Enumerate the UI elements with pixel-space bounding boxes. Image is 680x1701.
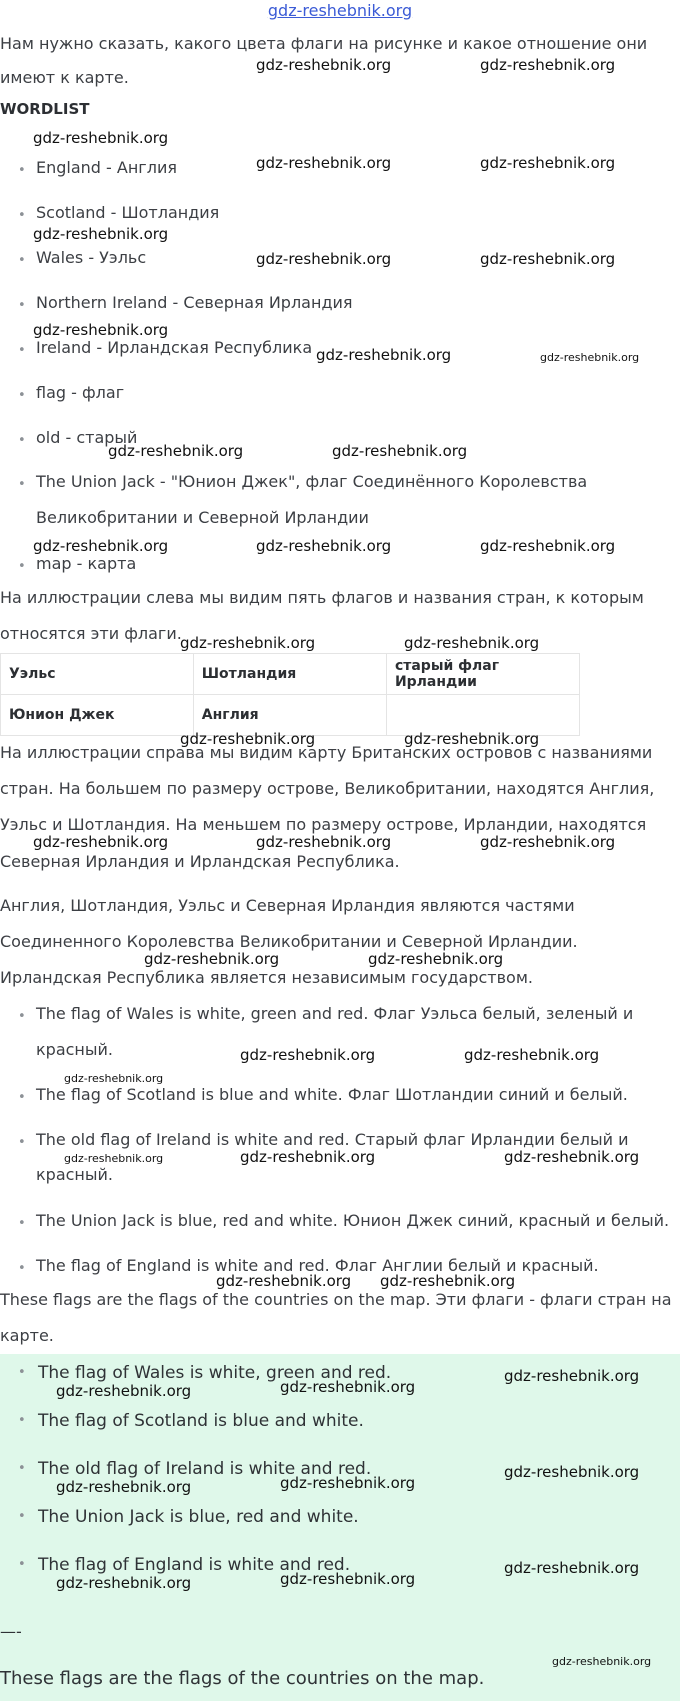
intro-line-1: Нам нужно сказать, какого цвета флаги на рисунке и какое отношение они (0, 34, 648, 53)
watermark: gdz-reshebnik.org (240, 1148, 376, 1166)
table-cell: Англия (193, 695, 386, 736)
answer-item: • The flag of Scotland is blue and white. (38, 1406, 364, 1436)
watermark: gdz-reshebnik.org (504, 1367, 640, 1385)
watermark: gdz-reshebnik.org (33, 129, 169, 147)
watermark: gdz-reshebnik.org (504, 1559, 640, 1577)
watermark: gdz-reshebnik.org (64, 1152, 164, 1165)
conclusion-line-1: These flags are the flags of the countries on the map. Эти флаги - флаги стран на (0, 1290, 672, 1309)
answer-item: • The flag of Wales is white, green and red. (38, 1358, 391, 1388)
watermark: gdz-reshebnik.org (256, 833, 392, 851)
watermark: gdz-reshebnik.org (464, 1046, 600, 1064)
table-row (1, 654, 580, 695)
watermark: gdz-reshebnik.org (480, 154, 616, 172)
answer-item: • The old flag of Ireland is white and red. (38, 1454, 371, 1484)
watermark: gdz-reshebnik.org (504, 1148, 640, 1166)
color-list-item: • The flag of Scotland is blue and white. Флаг Шотландии синий и белый. (36, 1077, 628, 1113)
watermark: gdz-reshebnik.org (56, 1574, 192, 1592)
watermark: gdz-reshebnik.org (280, 1570, 416, 1588)
map-text-line-2: стран. На большем по размеру острове, Великобритании, находятся Англия, (0, 779, 655, 798)
watermark: gdz-reshebnik.org (180, 730, 316, 748)
watermark: gdz-reshebnik.org (33, 225, 169, 243)
watermark: gdz-reshebnik.org (368, 950, 504, 968)
final-sentence: These flags are the flags of the countries on the map. (0, 1668, 485, 1689)
map-text-line-1: На иллюстрации справа мы видим карту Британских островов с названиями (0, 743, 653, 762)
watermark: gdz-reshebnik.org (280, 1378, 416, 1396)
watermark: gdz-reshebnik.org (480, 56, 616, 74)
wordlist-heading: WORDLIST (0, 100, 90, 118)
watermark: gdz-reshebnik.org (33, 321, 169, 339)
wordlist-item: • The Union Jack - "Юнион Джек", флаг Соединённого Королевства (36, 464, 587, 500)
watermark: gdz-reshebnik.org (33, 537, 169, 555)
wordlist-item: • Ireland - Ирландская Республика (36, 330, 312, 366)
watermark: gdz-reshebnik.org (404, 634, 540, 652)
watermark: gdz-reshebnik.org (504, 1463, 640, 1481)
watermark: gdz-reshebnik.org (540, 351, 640, 364)
uk-text-line-2: Соединенного Королевства Великобритании и Северной Ирландии. (0, 932, 578, 951)
color-list-item: • The flag of England is white and red. Флаг Англии белый и красный. (36, 1248, 599, 1284)
table-cell: Юнион Джек (1, 695, 194, 736)
flags-table (0, 653, 580, 736)
watermark: gdz-reshebnik.org (56, 1478, 192, 1496)
map-text-line-3: Уэльс и Шотландия. На меньшем по размеру острове, Ирландии, находятся (0, 815, 647, 834)
watermark: gdz-reshebnik.org (144, 950, 280, 968)
color-list-item: • The old flag of Ireland is white and red. Старый флаг Ирландии белый и (36, 1122, 629, 1158)
table-cell: старый флаг Ирландии (386, 654, 579, 695)
answer-item: • The Union Jack is blue, red and white. (38, 1502, 359, 1532)
site-link[interactable]: gdz-reshebnik.org (267, 1, 413, 20)
color-list-item-continuation: красный. (36, 1040, 113, 1059)
watermark: gdz-reshebnik.org (404, 730, 540, 748)
wordlist-item: • Wales - Уэльс (36, 240, 146, 276)
intro-line-2: имеют к карте. (0, 68, 129, 87)
watermark: gdz-reshebnik.org (108, 442, 244, 460)
wordlist-item: • old - старый (36, 420, 137, 456)
wordlist-item: • map - карта (36, 546, 136, 582)
color-list-item: • The Union Jack is blue, red and white. Юнион Джек синий, красный и белый. (36, 1203, 669, 1239)
wordlist-item: • flag - флаг (36, 375, 124, 411)
watermark: gdz-reshebnik.org (280, 1474, 416, 1492)
watermark: gdz-reshebnik.org (480, 833, 616, 851)
flags-intro-line-1: На иллюстрации слева мы видим пять флагов и названия стран, к которым (0, 588, 644, 607)
watermark: gdz-reshebnik.org (33, 833, 169, 851)
separator: —- (0, 1622, 22, 1641)
wordlist-item-continuation: Великобритании и Северной Ирландии (36, 508, 369, 527)
uk-text-line-1: Англия, Шотландия, Уэльс и Северная Ирландия являются частями (0, 896, 575, 915)
answer-block (0, 1354, 680, 1701)
table-cell: Шотландия (193, 654, 386, 695)
wordlist-item: • England - Англия (36, 150, 177, 186)
watermark: gdz-reshebnik.org (380, 1272, 516, 1290)
color-list-item-continuation: красный. (36, 1165, 113, 1184)
uk-text-line-3: Ирландская Республика является независимым государством. (0, 968, 533, 987)
watermark: gdz-reshebnik.org (180, 634, 316, 652)
watermark: gdz-reshebnik.org (256, 154, 392, 172)
watermark: gdz-reshebnik.org (216, 1272, 352, 1290)
table-cell: Уэльс (1, 654, 194, 695)
watermark: gdz-reshebnik.org (64, 1072, 164, 1085)
watermark: gdz-reshebnik.org (56, 1382, 192, 1400)
watermark: gdz-reshebnik.org (240, 1046, 376, 1064)
answer-item: • The flag of England is white and red. (38, 1550, 350, 1580)
wordlist-item: • Scotland - Шотландия (36, 195, 219, 231)
watermark: gdz-reshebnik.org (256, 250, 392, 268)
watermark: gdz-reshebnik.org (480, 537, 616, 555)
watermark: gdz-reshebnik.org (256, 537, 392, 555)
color-list-item: • The flag of Wales is white, green and red. Флаг Уэльса белый, зеленый и (36, 996, 633, 1032)
flags-intro-line-2: относятся эти флаги. (0, 624, 182, 643)
wordlist-item: • Northern Ireland - Северная Ирландия (36, 285, 353, 321)
watermark: gdz-reshebnik.org (256, 56, 392, 74)
watermark: gdz-reshebnik.org (480, 250, 616, 268)
conclusion-line-2: карте. (0, 1326, 54, 1345)
watermark: gdz-reshebnik.org (332, 442, 468, 460)
map-text-line-4: Северная Ирландия и Ирландская Республика. (0, 852, 400, 871)
watermark: gdz-reshebnik.org (316, 346, 452, 364)
watermark: gdz-reshebnik.org (552, 1655, 652, 1668)
